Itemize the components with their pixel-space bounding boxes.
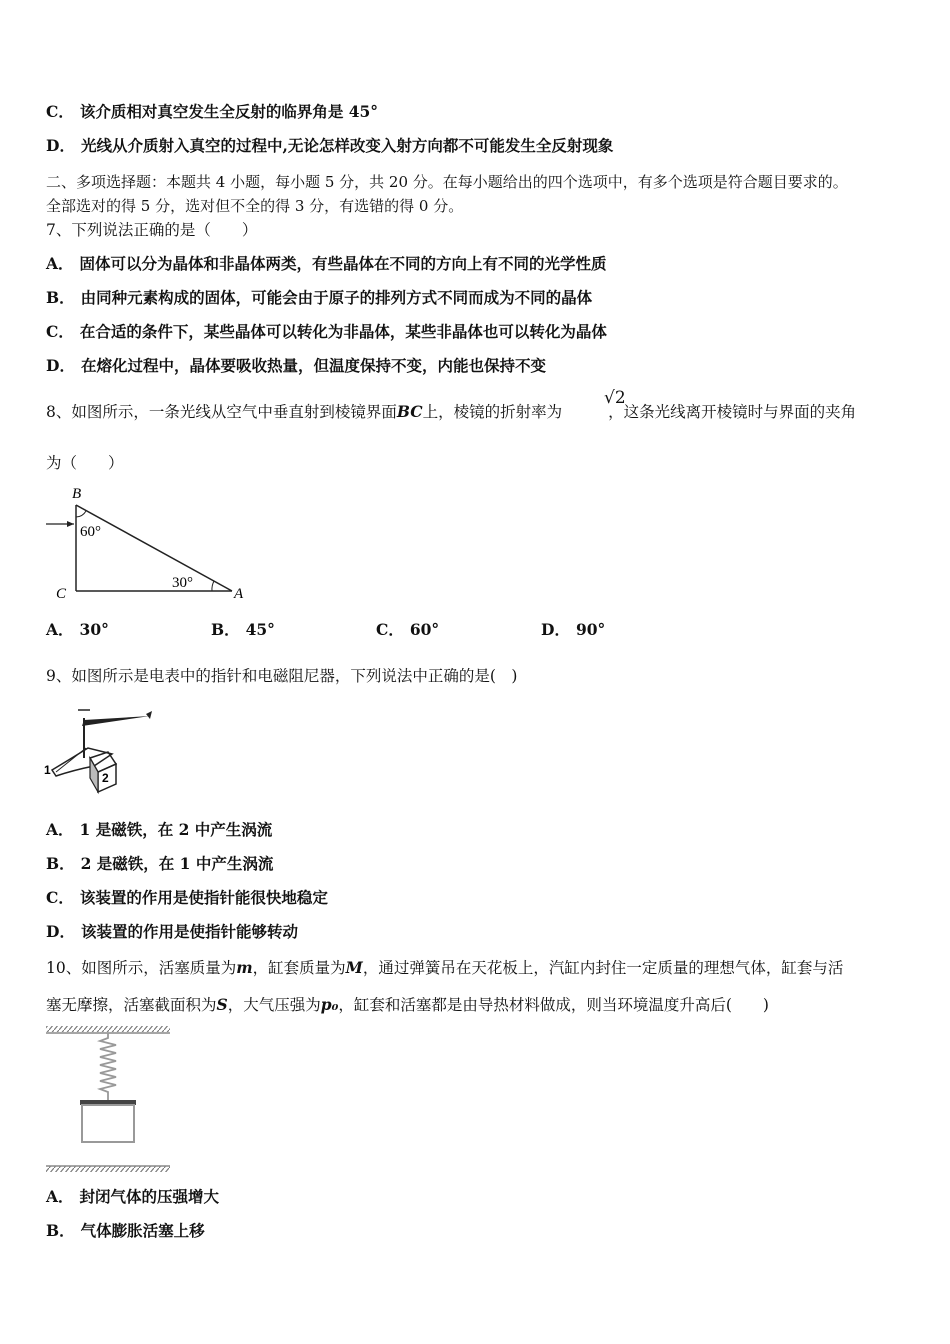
q8-prism-figure [44, 484, 254, 606]
q10-stem-line2 [46, 994, 769, 1016]
q10-option-a-text: 封闭气体的压强增大 [79, 1187, 220, 1206]
q7-option-c [46, 321, 607, 343]
q6-option-d-label: D． [46, 136, 75, 155]
q7-option-d-label: D． [46, 356, 75, 375]
spring [100, 1033, 116, 1100]
pointer-tip-icon [146, 711, 152, 719]
q9-option-a-label: A． [46, 820, 74, 839]
pointer-needle [82, 716, 150, 726]
q7-stem: 7、下列说法正确的是（ ） [46, 221, 258, 239]
q10-option-b-label: B． [46, 1221, 75, 1240]
q10-l2-c: ，缸套和活塞都是由导热材料做成，则当环境温度升高后( ) [338, 996, 769, 1014]
q10-M: M [345, 958, 363, 977]
label-1: 1 [44, 763, 51, 777]
section2-line1: 二、多项选择题：本题共 4 小题，每小题 5 分，共 20 分。在每小题给出的四个选项中，有多个选项是符合题目要求的。 [46, 173, 848, 191]
q9-option-d-text: 该装置的作用是使指针能够转动 [80, 922, 298, 941]
cylinder-body [82, 1105, 134, 1142]
q9-option-b [46, 853, 273, 875]
q10-l2-a: 塞无摩擦，活塞截面积为 [46, 996, 217, 1014]
q6-option-c-text: 该介质相对真空发生全反射的临界角是 45° [79, 102, 379, 121]
q7-option-a-label: A． [46, 254, 74, 273]
q8-option-c [376, 618, 439, 640]
q9-option-d [46, 921, 298, 943]
angle-b-label: 60° [80, 524, 101, 540]
q10-cylinder-figure [44, 1024, 172, 1174]
incident-ray-arrow-icon [67, 521, 74, 527]
q10-option-a-label: A． [46, 1187, 74, 1206]
angle-b-arc [76, 511, 86, 517]
q10-l2-b: ，大气压强为 [227, 996, 321, 1014]
angle-a-arc [212, 581, 214, 591]
q10-stem-line1 [46, 957, 843, 979]
q9-option-b-text: 2 是磁铁，在 1 中产生涡流 [80, 854, 274, 873]
q9-option-d-label: D． [46, 922, 75, 941]
ceiling-hatch [46, 1026, 170, 1032]
q10-p0: p₀ [320, 995, 339, 1014]
q8-stem-bc: BC [396, 402, 423, 421]
magnet-front [90, 758, 98, 792]
section2-line2: 全部选对的得 5 分，选对但不全的得 3 分，有选错的得 0 分。 [46, 197, 464, 215]
q10-option-b [46, 1220, 205, 1242]
q9-option-b-label: B． [46, 854, 75, 873]
q8-option-c-text: 60° [409, 620, 440, 639]
q6-option-d-text: 光线从介质射入真空的过程中,无论怎样改变入射方向都不可能发生全反射现象 [80, 136, 614, 155]
vertex-a-label: A [234, 586, 244, 602]
q7-option-c-text: 在合适的条件下，某些晶体可以转化为非晶体，某些非晶体也可以转化为晶体 [79, 322, 607, 341]
q9-option-a [46, 819, 272, 841]
q8-stem-b: 上，棱镜的折射率为 [422, 403, 563, 421]
q8-sqrt-two: √2 [604, 388, 626, 408]
q9-option-c-label: C． [46, 888, 74, 907]
q10-l1-b: ，缸套质量为 [252, 959, 346, 977]
q8-stem-a: 8、如图所示，一条光线从空气中垂直射到棱镜界面 [46, 403, 397, 421]
vertex-b-label: B [72, 486, 82, 502]
label-2: 2 [102, 771, 109, 785]
q8-option-b-label: B． [211, 620, 240, 639]
q10-m: m [236, 958, 253, 977]
vertex-c-label: C [56, 586, 67, 602]
floor-hatch [46, 1166, 170, 1172]
q7-option-b [46, 287, 592, 309]
q9-option-c-text: 该装置的作用是使指针能很快地稳定 [79, 888, 328, 907]
q7-option-a-text: 固体可以分为晶体和非晶体两类，有些晶体在不同的方向上有不同的光学性质 [79, 254, 607, 273]
q9-option-c [46, 887, 328, 909]
q8-stem-line2: 为（ ） [46, 454, 124, 472]
prism-side-ab [76, 505, 232, 591]
angle-a-label: 30° [172, 575, 193, 591]
q8-option-d-label: D． [541, 620, 570, 639]
q8-stem-line1 [46, 401, 856, 423]
q8-option-c-label: C． [376, 620, 404, 639]
q7-option-c-label: C． [46, 322, 74, 341]
q8-option-b [211, 618, 275, 640]
q10-S: S [216, 995, 228, 1014]
q10-option-a [46, 1186, 219, 1208]
q7-option-b-text: 由同种元素构成的固体，可能会由于原子的排列方式不同而成为不同的晶体 [80, 288, 593, 307]
q9-stem: 9、如图所示是电表中的指针和电磁阻尼器，下列说法中正确的是( ) [46, 667, 518, 685]
q8-option-a [46, 618, 109, 640]
q10-l1-a: 10、如图所示，活塞质量为 [46, 959, 237, 977]
q7-option-d-text: 在熔化过程中，晶体要吸收热量，但温度保持不变，内能也保持不变 [80, 356, 546, 375]
q8-option-d-text: 90° [575, 620, 606, 639]
q10-option-b-text: 气体膨胀活塞上移 [80, 1221, 205, 1240]
q8-option-d [541, 618, 605, 640]
q8-stem-c: ，这条光线离开棱镜时与界面的夹角 [608, 403, 857, 421]
q7-option-d [46, 355, 546, 377]
q6-option-c-label: C． [46, 102, 74, 121]
q6-option-d [46, 135, 613, 157]
q9-option-a-text: 1 是磁铁，在 2 中产生涡流 [79, 820, 273, 839]
q8-option-a-text: 30° [79, 620, 109, 639]
q6-option-c [46, 101, 378, 123]
q8-option-b-text: 45° [245, 620, 275, 639]
q9-damper-figure [42, 702, 158, 802]
q10-l1-c: ，通过弹簧吊在天花板上，汽缸内封住一定质量的理想气体，缸套与活 [362, 959, 844, 977]
q7-option-a [46, 253, 607, 275]
q7-option-b-label: B． [46, 288, 75, 307]
q8-option-a-label: A． [46, 620, 74, 639]
